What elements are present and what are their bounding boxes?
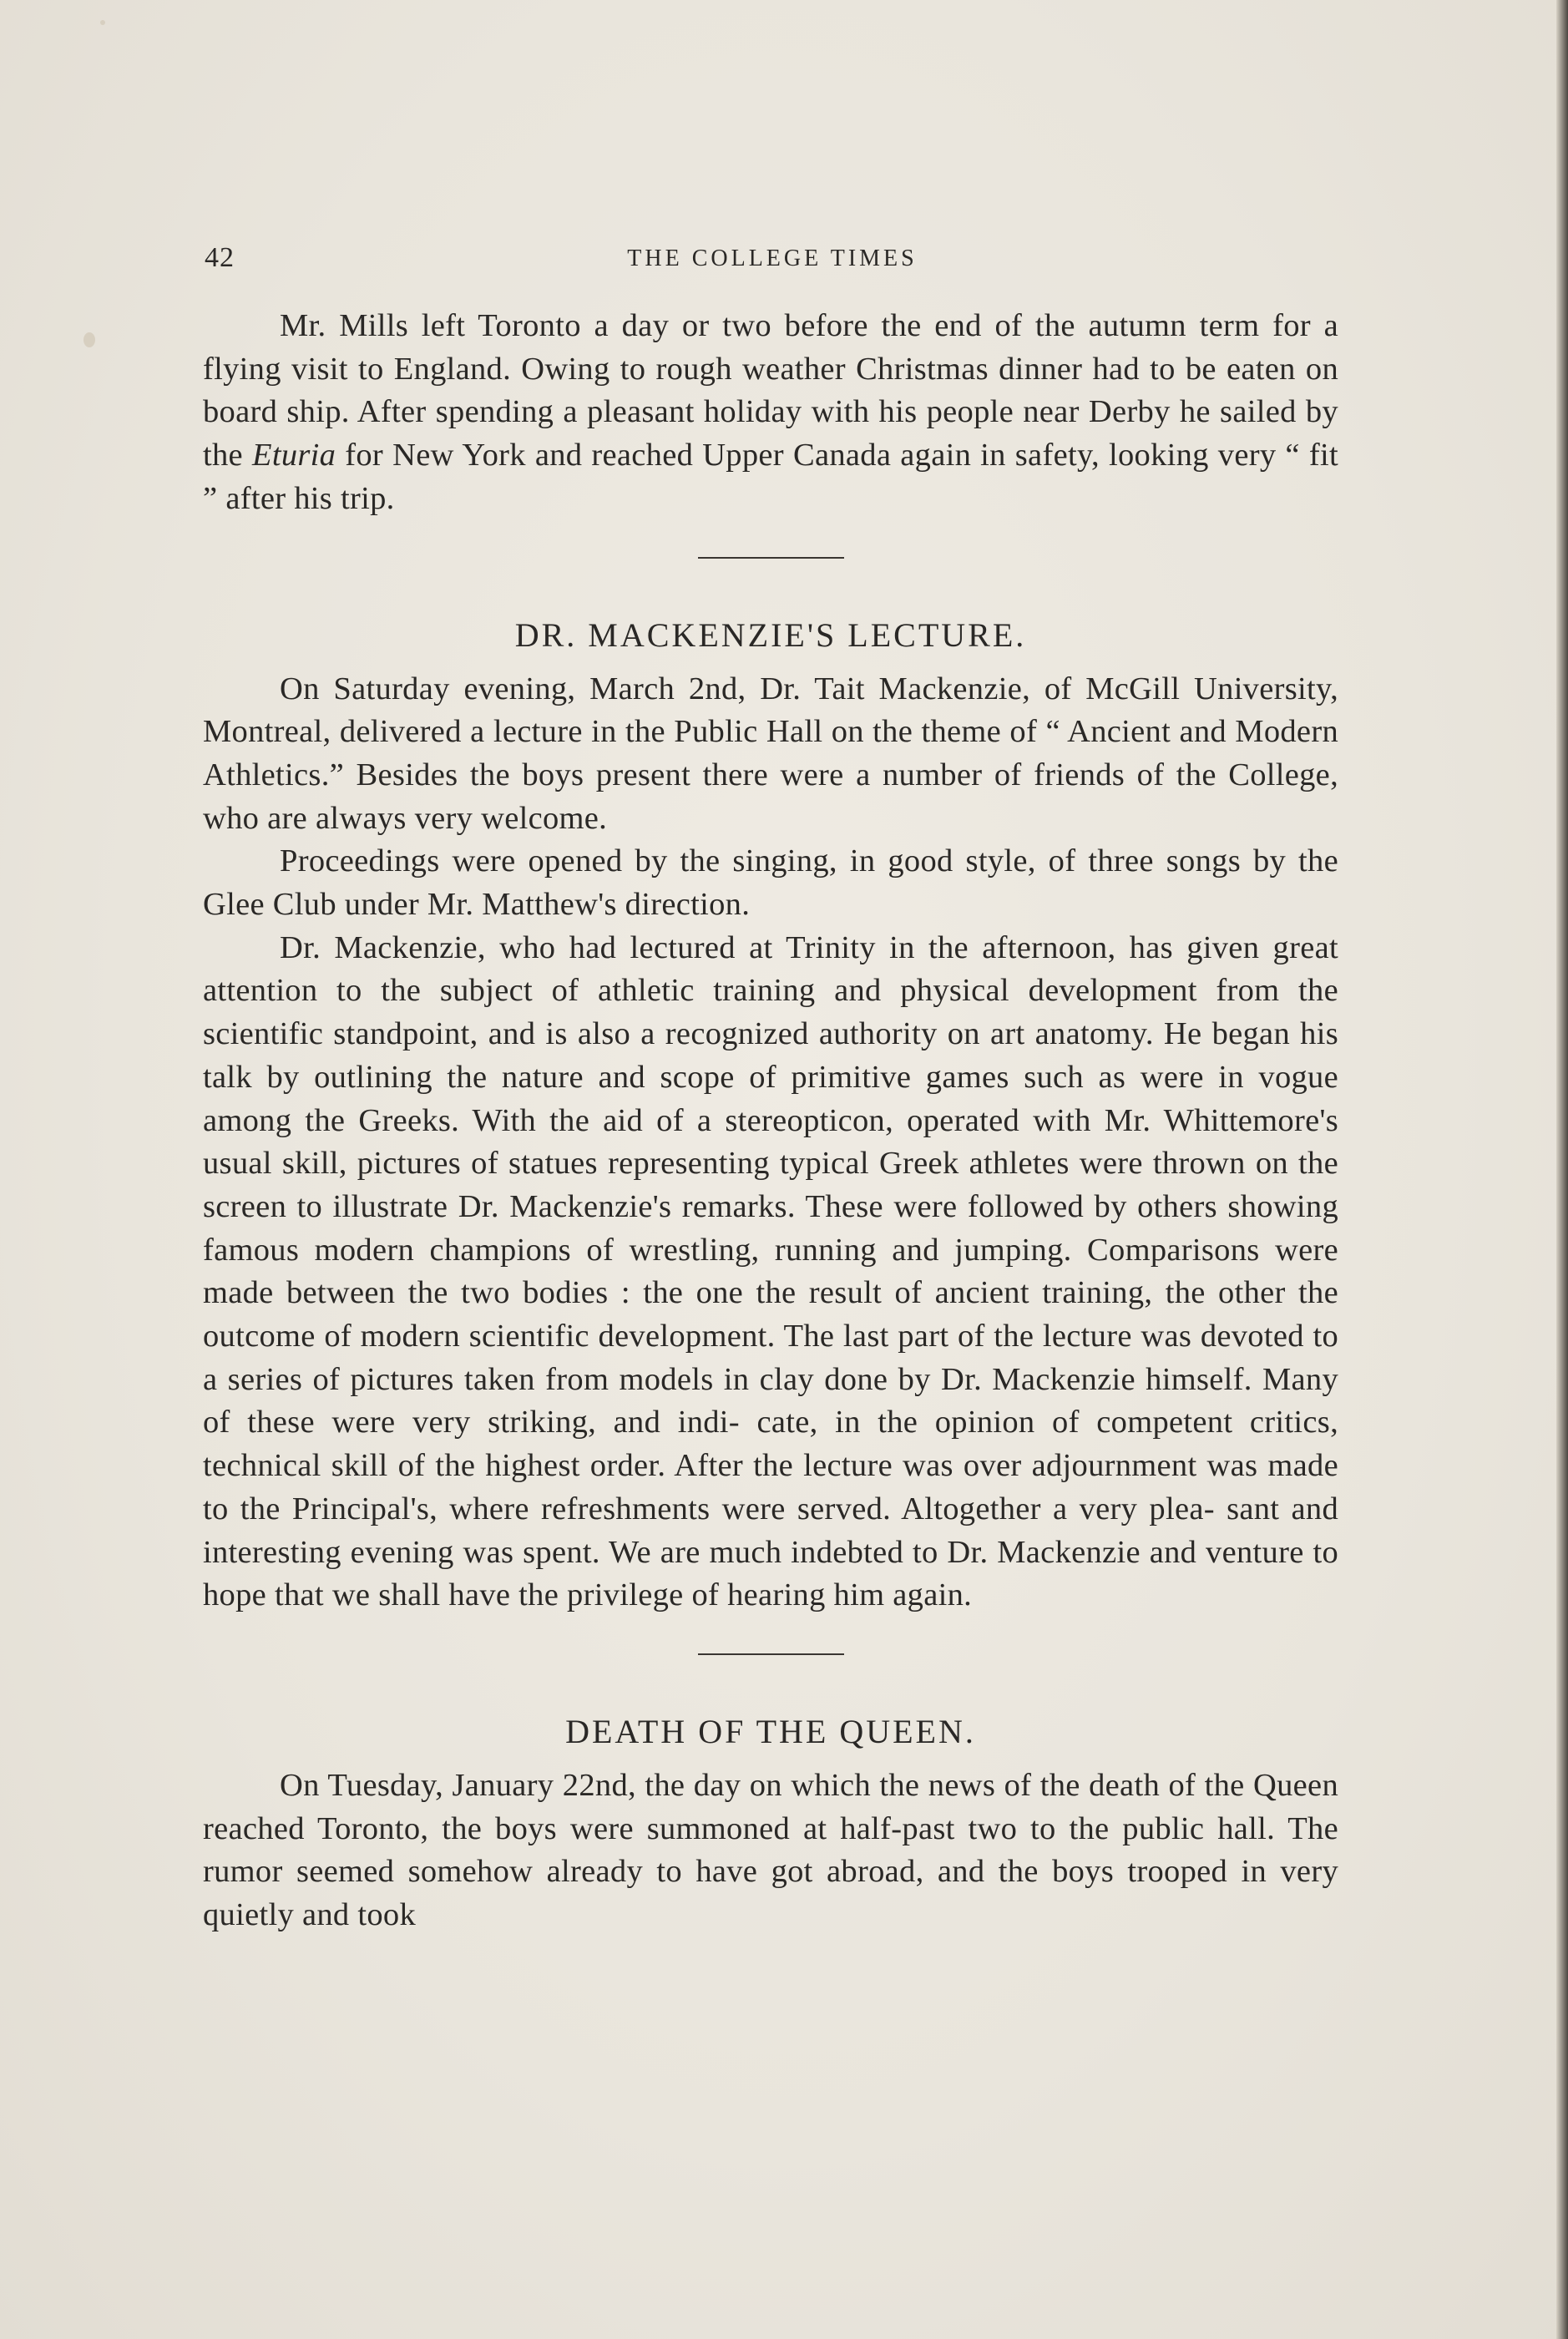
lecture-paragraph: On Saturday evening, March 2nd, Dr. Tait Mackenzie, of McGill University, Montreal, delivered a lecture in the Public Hall on the theme of “ Ancient and Modern Athletics.” Besides the boys present there were a number of friends of the College, who are always very welcome. (203, 671, 1338, 836)
section-divider (698, 1653, 844, 1655)
queen-heading: DEATH OF THE QUEEN. (565, 1712, 976, 1750)
lecture-heading: DR. MACKENZIE'S LECTURE. (514, 615, 1027, 654)
lecture-paragraph: Dr. Mackenzie, who had lectured at Trinity in the afternoon, has given great attention to the subject of athletic training and physical development from the scientific standpoint, and is also a recognized authority on art anatomy. He began his talk by outlining the nature and scope of primitive games such as were in vogue among the Greeks. With the aid of a stereopticon, operated with Mr. Whittemore's usual skill, pictures of statues representing typical Greek athletes were thrown on the screen to illustrate Dr. Mackenzie's remarks. These were followed by others showing famous modern champions of wrestling, running and jumping. Comparisons were made between the two bodies : the one the result of ancient training, the other the outcome of modern scientific development. The last part of the lecture was devoted to a series of pictures taken from models in clay done by Dr. Mackenzie himself. Many of these were very striking, and indi- cate, in the opinion of competent critics, technical skill of the highest order. After the lecture was over adjournment was made to the Principal's, where refreshments were served. Altogether a very plea- sant and interesting evening was spent. We are much indebted to Dr. Mackenzie and venture to hope that we shall have the privilege of hearing him again. (203, 929, 1338, 1613)
running-title: THE COLLEGE TIMES (627, 246, 918, 271)
paper-blemish (83, 332, 95, 347)
intro-text-after: for New York and reached Upper Canada again in safety, looking very “ fit ” after his trip. (203, 438, 1338, 516)
ship-name: Eturia (252, 438, 336, 473)
page-number: 42 (205, 242, 235, 273)
running-header (205, 242, 1340, 276)
paper-blemish (100, 20, 105, 25)
queen-paragraph: On Tuesday, January 22nd, the day on which the news of the death of the Queen reached Toronto, the boys were summoned at half-past two to the public hall. The rumor seemed somehow already to have got abroad, and the boys trooped in very quietly and took (203, 1767, 1338, 1933)
article-body (203, 305, 1338, 1937)
section-divider (698, 557, 844, 559)
intro-text-before: Mr. Mills left Toronto a day or two before the end of the autumn term for a flying visit to England. Owing to rough weather Christmas dinner had to be eaten on board ship. After spending a pleasant holiday with his people near Derby he sailed by the (203, 308, 1338, 473)
lecture-paragraph: Proceedings were opened by the singing, in good style, of three songs by the Glee Club under Mr. Matthew's direction. (203, 843, 1338, 923)
page-edge-shadow (1556, 0, 1568, 2339)
intro-paragraph (203, 305, 1338, 521)
